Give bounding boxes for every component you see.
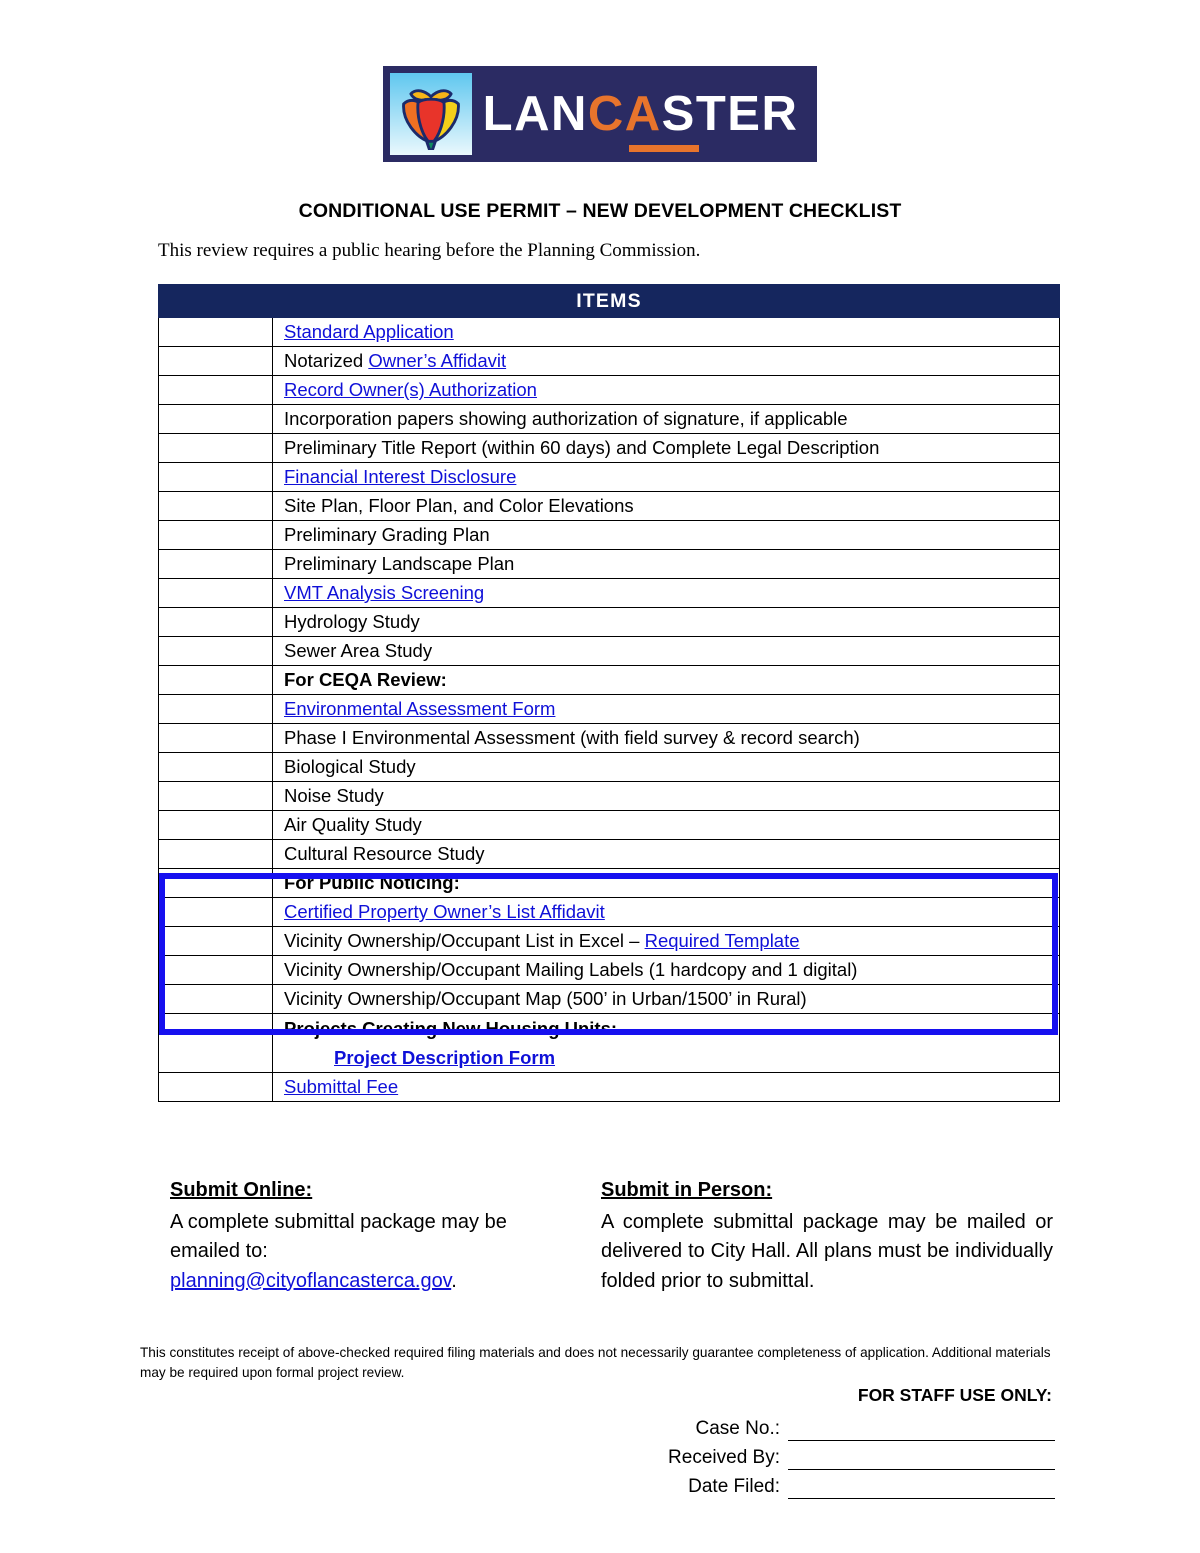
table-row bbox=[159, 521, 1060, 550]
item-financial-interest-disclosure bbox=[273, 463, 1060, 492]
staff-field-row bbox=[600, 1470, 1055, 1499]
link-financial-interest-disclosure[interactable]: Financial Interest Disclosure bbox=[284, 466, 517, 487]
table-row bbox=[159, 666, 1060, 695]
logo-word-ca: CA bbox=[587, 86, 662, 141]
link-projects-creating-new-housing-units[interactable]: Project Description Form bbox=[334, 1046, 556, 1068]
intro-text: This review requires a public hearing before the Planning Commission. bbox=[158, 240, 701, 261]
checkbox-cell-for-public-noticing[interactable] bbox=[159, 869, 273, 898]
checkbox-cell-record-owners-authorization[interactable] bbox=[159, 376, 273, 405]
link-owners-affidavit[interactable]: Owner’s Affidavit bbox=[368, 350, 507, 371]
submit-online-heading: Submit Online: bbox=[170, 1179, 313, 1201]
checklist-table bbox=[158, 284, 1060, 1102]
table-row bbox=[159, 898, 1060, 927]
text-preliminary-title-report: Preliminary Title Report (within 60 days) and Complete Legal Description bbox=[284, 437, 880, 458]
staff-field-input-1[interactable] bbox=[788, 1445, 1055, 1470]
table-row bbox=[159, 956, 1060, 985]
link-vicinity-list-excel[interactable]: Required Template bbox=[644, 930, 800, 951]
submit-in-person-heading: Submit in Person: bbox=[601, 1179, 773, 1201]
checkbox-cell-incorporation-papers[interactable] bbox=[159, 405, 273, 434]
checkbox-cell-certified-property-owners-list-affidavit[interactable] bbox=[159, 898, 273, 927]
staff-use-fields bbox=[600, 1412, 1055, 1499]
poppy-flower-icon bbox=[390, 73, 472, 155]
item-air-quality-study bbox=[273, 811, 1060, 840]
link-vmt-analysis-screening[interactable]: VMT Analysis Screening bbox=[284, 582, 485, 603]
text-vicinity-map: Vicinity Ownership/Occupant Map (500’ in Urban/1500’ in Rural) bbox=[284, 988, 807, 1009]
checkbox-cell-biological-study[interactable] bbox=[159, 753, 273, 782]
text-sewer-area-study: Sewer Area Study bbox=[284, 640, 433, 661]
staff-field-input-2[interactable] bbox=[788, 1474, 1055, 1499]
item-environmental-assessment-form bbox=[273, 695, 1060, 724]
text-incorporation-papers: Incorporation papers showing authorization of signature, if applicable bbox=[284, 408, 848, 429]
item-phase-i-environmental-assessment bbox=[273, 724, 1060, 753]
text-for-public-noticing: For Public Noticing: bbox=[284, 872, 460, 893]
item-owners-affidavit bbox=[273, 347, 1060, 376]
logo-wordmark bbox=[472, 86, 817, 141]
table-row bbox=[159, 811, 1060, 840]
staff-use-heading: FOR STAFF USE ONLY: bbox=[857, 1385, 1052, 1405]
staff-field-label-0: Case No.: bbox=[695, 1418, 780, 1439]
text-air-quality-study: Air Quality Study bbox=[284, 814, 422, 835]
item-noise-study bbox=[273, 782, 1060, 811]
table-row bbox=[159, 463, 1060, 492]
staff-field-label-1: Received By: bbox=[668, 1447, 780, 1468]
item-vicinity-map bbox=[273, 985, 1060, 1014]
checkbox-cell-standard-application[interactable] bbox=[159, 318, 273, 347]
item-vicinity-list-excel bbox=[273, 927, 1060, 956]
checkbox-cell-preliminary-title-report[interactable] bbox=[159, 434, 273, 463]
checkbox-cell-environmental-assessment-form[interactable] bbox=[159, 695, 273, 724]
table-row bbox=[159, 1073, 1060, 1102]
item-cultural-resource-study bbox=[273, 840, 1060, 869]
item-projects-creating-new-housing-units bbox=[273, 1014, 1060, 1073]
checkbox-cell-air-quality-study[interactable] bbox=[159, 811, 273, 840]
item-certified-property-owners-list-affidavit bbox=[273, 898, 1060, 927]
submit-online-section bbox=[170, 1176, 560, 1296]
item-vmt-analysis-screening bbox=[273, 579, 1060, 608]
text-for-ceqa-review: For CEQA Review: bbox=[284, 669, 447, 690]
text-site-plan: Site Plan, Floor Plan, and Color Elevations bbox=[284, 495, 634, 516]
text-preliminary-grading-plan: Preliminary Grading Plan bbox=[284, 524, 490, 545]
staff-field-input-0[interactable] bbox=[788, 1416, 1055, 1441]
item-site-plan bbox=[273, 492, 1060, 521]
checkbox-cell-phase-i-environmental-assessment[interactable] bbox=[159, 724, 273, 753]
table-row bbox=[159, 637, 1060, 666]
page-title: CONDITIONAL USE PERMIT – NEW DEVELOPMENT CHECKLIST bbox=[298, 200, 902, 222]
table-row bbox=[159, 840, 1060, 869]
checkbox-cell-noise-study[interactable] bbox=[159, 782, 273, 811]
checkbox-cell-projects-creating-new-housing-units[interactable] bbox=[159, 1014, 273, 1073]
checkbox-cell-vmt-analysis-screening[interactable] bbox=[159, 579, 273, 608]
table-row bbox=[159, 753, 1060, 782]
table-row bbox=[159, 782, 1060, 811]
submit-in-person-section bbox=[601, 1176, 1053, 1296]
text-vicinity-mailing-labels: Vicinity Ownership/Occupant Mailing Labels (1 hardcopy and 1 digital) bbox=[284, 959, 858, 980]
item-preliminary-landscape-plan bbox=[273, 550, 1060, 579]
checklist-body bbox=[159, 318, 1060, 1102]
text-phase-i-environmental-assessment: Phase I Environmental Assessment (with field survey & record search) bbox=[284, 727, 860, 748]
item-hydrology-study bbox=[273, 608, 1060, 637]
text-cultural-resource-study: Cultural Resource Study bbox=[284, 843, 485, 864]
link-environmental-assessment-form[interactable]: Environmental Assessment Form bbox=[284, 698, 556, 719]
table-row bbox=[159, 695, 1060, 724]
item-preliminary-title-report bbox=[273, 434, 1060, 463]
checkbox-cell-sewer-area-study[interactable] bbox=[159, 637, 273, 666]
link-submittal-fee[interactable]: Submittal Fee bbox=[284, 1076, 399, 1098]
item-preliminary-grading-plan bbox=[273, 521, 1060, 550]
submit-online-period: . bbox=[451, 1269, 457, 1292]
item-for-ceqa-review bbox=[273, 666, 1060, 695]
table-row bbox=[159, 985, 1060, 1014]
checkbox-cell-hydrology-study[interactable] bbox=[159, 608, 273, 637]
checkbox-cell-vicinity-mailing-labels[interactable] bbox=[159, 956, 273, 985]
item-submittal-fee bbox=[273, 1073, 1060, 1102]
text-biological-study: Biological Study bbox=[284, 756, 416, 777]
table-row bbox=[159, 927, 1060, 956]
logo-accent-underline bbox=[629, 145, 699, 152]
checkbox-cell-financial-interest-disclosure[interactable] bbox=[159, 463, 273, 492]
item-vicinity-mailing-labels bbox=[273, 956, 1060, 985]
checkbox-cell-vicinity-list-excel[interactable] bbox=[159, 927, 273, 956]
table-row bbox=[159, 869, 1060, 898]
submit-online-body: A complete submittal package may be emailed to: bbox=[170, 1210, 507, 1263]
table-row bbox=[159, 405, 1060, 434]
table-row bbox=[159, 376, 1060, 405]
link-certified-property-owners-list-affidavit[interactable]: Certified Property Owner’s List Affidavit bbox=[284, 901, 605, 922]
table-row bbox=[159, 579, 1060, 608]
checkbox-cell-site-plan[interactable] bbox=[159, 492, 273, 521]
link-standard-application[interactable]: Standard Application bbox=[284, 321, 454, 342]
table-header-row bbox=[159, 285, 1060, 318]
item-for-public-noticing bbox=[273, 869, 1060, 898]
checkbox-cell-preliminary-grading-plan[interactable] bbox=[159, 521, 273, 550]
table-header-items: ITEMS bbox=[159, 285, 1060, 318]
disclaimer-text: This constitutes receipt of above-checked required filing materials and does not necessarily guarantee completeness of application. Additional materials may be required upon formal project review. bbox=[140, 1345, 1051, 1380]
planning-email-link[interactable]: planning@cityoflancasterca.gov bbox=[170, 1269, 452, 1292]
item-incorporation-papers bbox=[273, 405, 1060, 434]
staff-field-row bbox=[600, 1412, 1055, 1441]
text-projects-creating-new-housing-units: Projects Creating New Housing Units: bbox=[284, 1018, 618, 1039]
table-row bbox=[159, 550, 1060, 579]
text-owners-affidavit: Notarized bbox=[284, 350, 369, 371]
table-row bbox=[159, 724, 1060, 753]
logo-word-lan: LAN bbox=[482, 86, 588, 141]
checkbox-cell-for-ceqa-review[interactable] bbox=[159, 666, 273, 695]
text-preliminary-landscape-plan: Preliminary Landscape Plan bbox=[284, 553, 515, 574]
text-noise-study: Noise Study bbox=[284, 785, 384, 806]
table-row bbox=[159, 434, 1060, 463]
table-row bbox=[159, 1014, 1060, 1073]
staff-field-row bbox=[600, 1441, 1055, 1470]
logo-word-ster: STER bbox=[661, 86, 799, 141]
item-biological-study bbox=[273, 753, 1060, 782]
item-standard-application bbox=[273, 318, 1060, 347]
checkbox-cell-preliminary-landscape-plan[interactable] bbox=[159, 550, 273, 579]
text-hydrology-study: Hydrology Study bbox=[284, 611, 420, 632]
checkbox-cell-owners-affidavit[interactable] bbox=[159, 347, 273, 376]
checkbox-cell-cultural-resource-study[interactable] bbox=[159, 840, 273, 869]
lancaster-logo bbox=[383, 66, 817, 162]
checkbox-cell-submittal-fee[interactable] bbox=[159, 1073, 273, 1102]
item-sewer-area-study bbox=[273, 637, 1060, 666]
table-row bbox=[159, 318, 1060, 347]
table-row bbox=[159, 608, 1060, 637]
table-row bbox=[159, 492, 1060, 521]
staff-field-label-2: Date Filed: bbox=[688, 1476, 780, 1497]
item-record-owners-authorization bbox=[273, 376, 1060, 405]
link-record-owners-authorization[interactable]: Record Owner(s) Authorization bbox=[284, 379, 537, 400]
table-row bbox=[159, 347, 1060, 376]
submit-in-person-body: A complete submittal package may be mailed or delivered to City Hall. All plans must be individually folded prior to submittal. bbox=[601, 1210, 1053, 1292]
checkbox-cell-vicinity-map[interactable] bbox=[159, 985, 273, 1014]
text-vicinity-list-excel: Vicinity Ownership/Occupant List in Excel – bbox=[284, 930, 645, 951]
